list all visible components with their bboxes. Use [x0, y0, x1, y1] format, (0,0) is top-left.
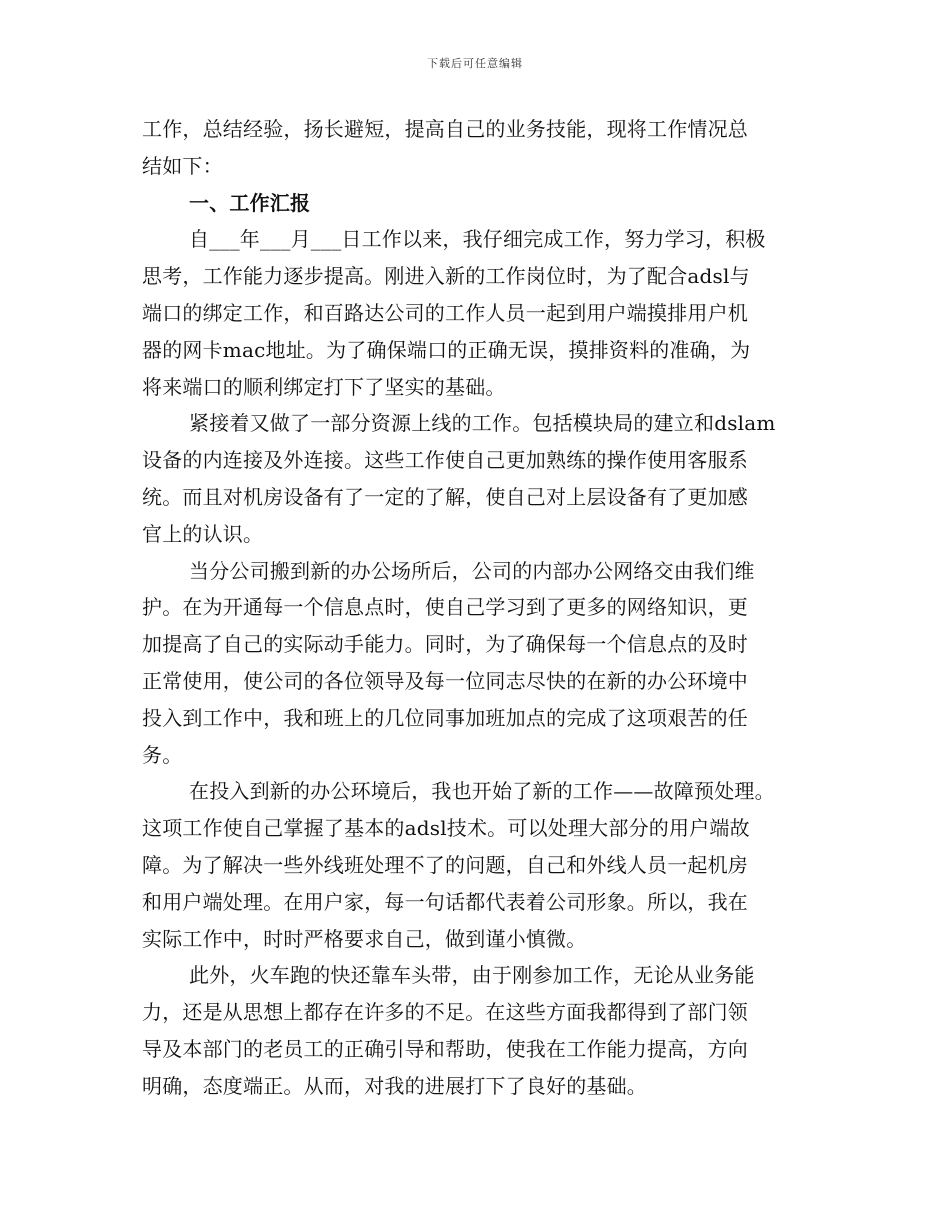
text-line: 器的网卡mac地址。为了确保端口的正确无误，摸排资料的准确，为 [142, 337, 751, 362]
text-line: 明确，态度端正。从而，对我的进展打下了良好的基础。 [142, 1073, 647, 1098]
text-line: 将来端口的顺利绑定打下了坚实的基础。 [142, 374, 506, 399]
text-line: 紧接着又做了一部分资源上线的工作。包括模块局的建立和dslam [189, 411, 776, 436]
section-heading: 一、工作汇报 [189, 190, 311, 215]
text-line: 官上的认识。 [142, 521, 264, 546]
text-line: 护。在为开通每一个信息点时，使自己学习到了更多的网络知识，更 [142, 595, 748, 620]
text-line: 当分公司搬到新的办公场所后，公司的内部办公网络交由我们维 [189, 558, 755, 583]
text-line: 思考，工作能力逐步提高。刚进入新的工作岗位时，为了配合adsl与 [142, 264, 750, 289]
text-line: 自___年___月___日工作以来，我仔细完成工作，努力学习，积极 [189, 227, 766, 252]
text-line: 端口的绑定工作，和百路达公司的工作人员一起到用户端摸排用户机 [142, 300, 748, 325]
text-line: 加提高了自己的实际动手能力。同时，为了确保每一个信息点的及时 [142, 632, 748, 657]
page-header: 下载后可任意编辑 [427, 57, 523, 70]
document-body [142, 111, 817, 1105]
text-line: 障。为了解决一些外线班处理不了的问题，自己和外线人员一起机房 [142, 852, 748, 877]
text-line: 务。 [142, 742, 183, 767]
text-line: 结如下： [142, 153, 223, 178]
text-line: 统。而且对机房设备有了一定的了解，使自己对上层设备有了更加感 [142, 484, 748, 509]
text-line: 设备的内连接及外连接。这些工作使自己更加熟练的操作使用客服系 [142, 448, 748, 473]
text-line: 此外，火车跑的快还靠车头带，由于刚参加工作，无论从业务能 [189, 963, 755, 988]
text-line: 和用户端处理。在用户家，每一句话都代表着公司形象。所以，我在 [142, 889, 748, 914]
text-line: 正常使用，使公司的各位领导及每一位同志尽快的在新的办公环境中 [142, 668, 748, 693]
text-line: 工作，总结经验，扬长避短，提高自己的业务技能，现将工作情况总 [142, 117, 748, 141]
text-line: 这项工作使自己掌握了基本的adsl技术。可以处理大部分的用户端故 [142, 816, 750, 841]
text-line: 导及本部门的老员工的正确引导和帮助，使我在工作能力提高，方向 [142, 1036, 748, 1061]
text-line: 投入到工作中，我和班上的几位同事加班加点的完成了这项艰苦的任 [142, 705, 748, 730]
text-line: 实际工作中，时时严格要求自己，做到谨小慎微。 [142, 926, 587, 951]
text-line: 力，还是从思想上都存在许多的不足。在这些方面我都得到了部门领 [142, 1000, 748, 1025]
text-line: 在投入到新的办公环境后，我也开始了新的工作——故障预处理。 [189, 779, 775, 804]
